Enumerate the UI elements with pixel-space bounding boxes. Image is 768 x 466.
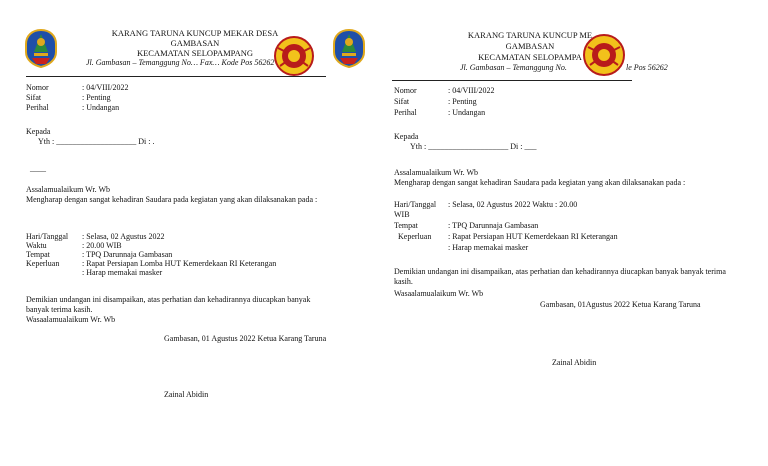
purpose-label: Keperluan	[398, 232, 432, 241]
place-value: : TPQ Darunnaja Gambasan	[448, 221, 539, 230]
place-label: Tempat	[26, 250, 50, 259]
nomor-value: : 04/VIII/2022	[82, 83, 129, 92]
nomor-row	[394, 86, 494, 96]
nomor-value: : 04/VIII/2022	[448, 86, 495, 95]
nomor-label: Nomor	[394, 86, 417, 95]
recipient-blank: ____	[30, 164, 46, 173]
header-village: GAMBASAN	[505, 41, 555, 51]
time-label: Waktu	[26, 241, 47, 250]
recipient-line: Yth : ____________________ Di : .	[38, 137, 155, 146]
signoff: Gambasan, 01 Agustus 2022 Ketua Karang Taruna	[164, 334, 327, 343]
perihal-label: Perihal	[26, 103, 49, 112]
purpose-row	[394, 232, 618, 242]
header-org-name: KARANG TARUNA KUNCUP ME	[467, 30, 593, 40]
perihal-label: Perihal	[394, 108, 417, 117]
date-label: Hari/Tanggal	[394, 200, 437, 209]
regency-emblem-icon	[332, 28, 366, 68]
karang-taruna-stamp-icon	[582, 34, 626, 76]
farewell: Wasaalamualaikum Wr. Wb	[394, 289, 484, 298]
header-divider	[392, 80, 632, 81]
invitation-letter-right	[384, 0, 768, 466]
date-row	[394, 200, 577, 210]
place-row	[394, 221, 538, 231]
date-value: : Selasa, 02 Agustus 2022 Waktu : 20.00	[448, 200, 578, 209]
sifat-row	[394, 97, 477, 107]
header-address: Jl. Gambasan – Temanggung No… Fax… Kode Pos 56262	[86, 58, 275, 67]
recipient-label: Kepada	[394, 132, 419, 141]
purpose-value: : Rapat Persiapan HUT Kemerdekaan RI Keterangan	[448, 232, 618, 241]
sifat-label: Sifat	[394, 97, 410, 106]
perihal-row	[26, 103, 119, 113]
farewell: Wasaalamualaikum Wr. Wb	[26, 315, 116, 324]
sifat-label: Sifat	[26, 93, 42, 102]
sifat-value: : Penting	[82, 93, 111, 102]
perihal-value: : Undangan	[82, 103, 120, 112]
recipient-label: Kepada	[26, 127, 51, 136]
signoff: Gambasan, 01Agustus 2022 Ketua Karang Taruna	[540, 300, 701, 309]
header-village: GAMBASAN	[170, 38, 220, 48]
perihal-row	[394, 108, 485, 118]
closing-text: Demikian undangan ini disampaikan, atas perhatian dan kehadirannya diucapkan banyak banyak terima kasih.	[26, 295, 311, 314]
header-divider	[26, 76, 326, 77]
date-value: : Selasa, 02 Agustus 2022	[82, 232, 165, 241]
place-label: Tempat	[394, 221, 418, 230]
invitation-request: Mengharap dengan sangat kehadiran Saudara pada kegiatan yang akan dilaksanakan pada :	[26, 195, 318, 204]
sifat-value: : Penting	[448, 97, 477, 106]
header-district: KECAMATAN SELOPAMPANG	[136, 48, 254, 58]
time-suffix: WIB	[394, 210, 410, 219]
header-district: KECAMATAN SELOPAMPA	[478, 52, 582, 62]
closing-text: Demikian undangan ini disampaikan, atas perhatian dan kehadirannya diucapkan banyak banyak terima kasih.	[394, 267, 726, 286]
time-value: : 20.00 WIB	[82, 241, 122, 250]
note-row: : Harap memakai masker	[82, 268, 163, 277]
greeting: Assalamualaikum Wr. Wb	[394, 168, 479, 177]
purpose-label: Keperluan	[26, 259, 60, 268]
recipient-line: Yth : ____________________ Di : ___	[410, 142, 537, 151]
invitation-request: Mengharap dengan sangat kehadiran Saudara pada kegiatan yang akan dilaksanakan pada :	[394, 178, 686, 187]
nomor-label: Nomor	[26, 83, 49, 92]
nomor-row	[26, 83, 128, 93]
header-address-tail: le Pos 56262	[626, 63, 668, 72]
purpose-value: : Rapat Persiapan Lomba HUT Kemerdekaan RI Keterangan	[82, 259, 277, 268]
sifat-row	[26, 93, 111, 103]
greeting: Assalamualaikum Wr. Wb	[26, 185, 111, 194]
note-row: : Harap memakai masker	[448, 243, 529, 252]
regency-emblem-icon	[24, 28, 58, 68]
karang-taruna-stamp-icon	[272, 36, 316, 76]
signer-name: Zainal Abidin	[164, 390, 209, 399]
closing-text-line1	[394, 267, 729, 286]
header-address: Jl. Gambasan – Temanggung No.	[460, 63, 567, 72]
signer-name: Zainal Abidin	[552, 358, 597, 367]
perihal-value: : Undangan	[448, 108, 486, 117]
date-label: Hari/Tanggal	[26, 232, 69, 241]
place-value: : TPQ Darunnaja Gambasan	[82, 250, 173, 259]
header-org-name: KARANG TARUNA KUNCUP MEKAR DESA	[111, 28, 279, 38]
